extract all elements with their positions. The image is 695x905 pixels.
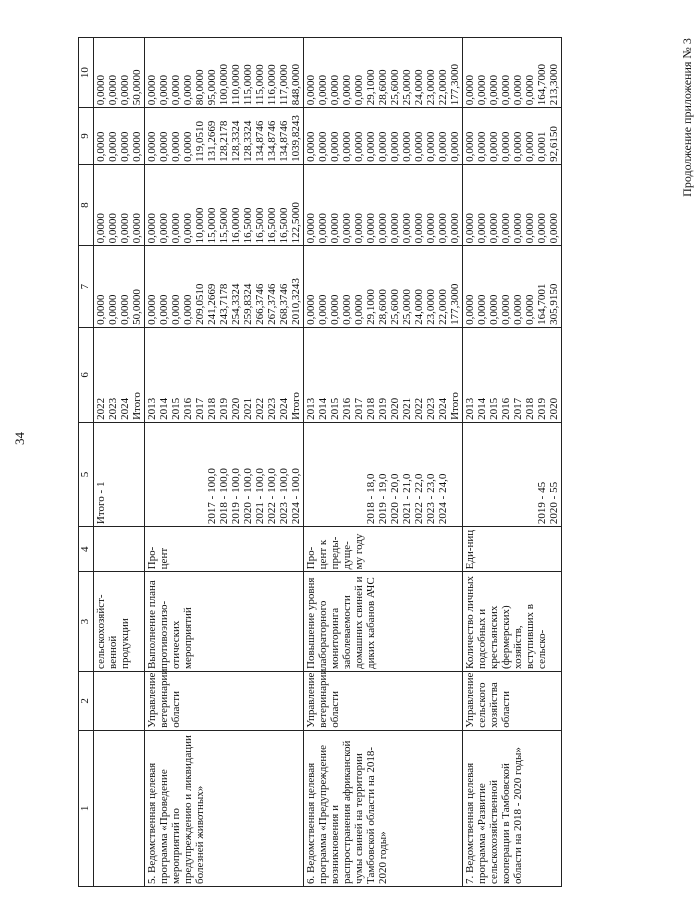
cont-years: 2022 2023 2024 Итого [94, 327, 145, 422]
col-header-7: 7 [79, 246, 94, 328]
program-cell [145, 730, 304, 886]
col-10-values: 0,0000 0,0000 0,0000 0,0000 0,0000 0,0000 164,7000 213,3000 [463, 38, 562, 108]
indicator-cell: Количество личных подсобных и крестьянских (фермерских) хозяйств, вступивших в сельско- [463, 572, 562, 672]
col-9-values: 0,0000 0,0000 0,0000 0,0000 119,0510 131,2669 128,2178 128,3324 128,3324 134,8746 134,8746 134,8746 1039,8243 [145, 108, 304, 165]
cont-cell-4 [94, 527, 145, 572]
col-header-8: 8 [79, 164, 94, 246]
program-cell [304, 730, 463, 886]
col-9-values: 0,0000 0,0000 0,0000 0,0000 0,0000 0,0000 0,0001 92,6150 [463, 108, 562, 165]
unit-cell: Про-цент [145, 527, 304, 572]
header-row [79, 38, 94, 887]
cont-col-8: 0,0000 0,0000 0,0000 0,0000 [94, 164, 145, 246]
unit-cell: Еди-ниц [463, 527, 562, 572]
col-header-10: 10 [79, 38, 94, 108]
col-9-values: 0,0000 0,0000 0,0000 0,0000 0,0000 0,0000 0,0000 0,0000 0,0000 0,0000 0,0000 0,0000 0,0000 [304, 108, 463, 165]
col-header-5: 5 [79, 422, 94, 526]
cont-cell-2 [94, 671, 145, 730]
col-header-6: 6 [79, 327, 94, 422]
indicator-cell: Выполнение плана противоэпизо-отических мероприятий [145, 572, 304, 672]
program-cell [463, 730, 562, 886]
years-cell: 2013 2014 2015 2016 2017 2018 2019 2020 [463, 327, 562, 422]
cont-cell-5: Итого - 1 [94, 422, 145, 526]
rotated-table-wrapper [78, 37, 633, 887]
program-name: Ведомственная целевая программа «Предупреждение возникновения и распространения африканской чумы свиней на территории Тамбовской области на 2018- 2020 годы» [305, 740, 389, 884]
target-values: 2019 - 45 2020 - 55 [463, 422, 562, 526]
cont-cell-3: сельскохозяйст- венной продукции [94, 572, 145, 672]
cont-cell-1 [94, 730, 145, 886]
col-header-3: 3 [79, 572, 94, 672]
col-10-values: 0,0000 0,0000 0,0000 0,0000 0,0000 29,1000 28,6000 25,6000 25,0000 24,0000 23,0000 22,0000 177,3000 [304, 38, 463, 108]
executor-cell: Управление сельского хозяйства области [463, 671, 562, 730]
executor-cell: Управление ветеринарии области [145, 671, 304, 730]
cont-col-9: 0,0000 0,0000 0,0000 0,0000 [94, 108, 145, 165]
col-header-2: 2 [79, 671, 94, 730]
executor-cell: Управление ветеринарии области [304, 671, 463, 730]
table-row [145, 38, 304, 887]
col-8-values: 0,0000 0,0000 0,0000 0,0000 10,0000 15,0000 15,5000 16,0000 16,5000 16,5000 16,5000 16,5000 122,5000 [145, 164, 304, 246]
col-7-values: 0,0000 0,0000 0,0000 0,0000 209,0510 241,2669 243,7178 254,3324 259,8324 266,3746 267,3746 268,3746 2010,3243 [145, 246, 304, 328]
target-values: 2017 - 100,0 2018 - 100,0 2019 - 100,0 2020 - 100,0 2021 - 100,0 2022 - 100,0 2023 - 100,0 2024 - 100,0 [145, 422, 304, 526]
cont-col-10: 0,0000 0,0000 0,0000 50,0000 [94, 38, 145, 108]
cont-col-7: 0,0000 0,0000 0,0000 50,0000 [94, 246, 145, 328]
col-8-values: 0,0000 0,0000 0,0000 0,0000 0,0000 0,0000 0,0000 0,0000 0,0000 0,0000 0,0000 0,0000 0,0000 [304, 164, 463, 246]
years-cell: 2013 2014 2015 2016 2017 2018 2019 2020 2021 2022 2023 2024 Итого [145, 327, 304, 422]
col-7-values: 0,0000 0,0000 0,0000 0,0000 0,0000 29,1000 28,6000 25,6000 25,0000 24,0000 23,0000 22,0000 177,3000 [304, 246, 463, 328]
years-cell: 2013 2014 2015 2016 2017 2018 2019 2020 2021 2022 2023 2024 Итого [304, 327, 463, 422]
col-8-values: 0,0000 0,0000 0,0000 0,0000 0,0000 0,0000 0,0000 0,0000 [463, 164, 562, 246]
table-row [463, 38, 562, 887]
program-name: Ведомственная целевая программа «Проведение мероприятий по предупреждению и ликвидации болезней животных» [146, 735, 206, 884]
program-table [78, 37, 562, 887]
unit-cell: Про-цент к преды-дуще-му году [304, 527, 463, 572]
continuation-row [94, 38, 145, 887]
col-header-4: 4 [79, 527, 94, 572]
col-header-9: 9 [79, 108, 94, 165]
program-name: Ведомственная целевая программа «Развитие сельскохозяйственной кооперации в Тамбовской области на 2018 - 2020 годы» [464, 747, 524, 884]
row-number: 5. [146, 875, 158, 884]
continuation-title: Продолжение приложения № 3 [679, 38, 694, 197]
col-7-values: 0,0000 0,0000 0,0000 0,0000 0,0000 0,0000 164,7001 305,9150 [463, 246, 562, 328]
page-number: 34 [12, 432, 27, 445]
row-number: 7. [464, 875, 476, 884]
target-values: 2018 - 18,0 2019 - 19,0 2020 - 20,0 2021 - 21,0 2022 - 22,0 2023 - 23,0 2024 - 24,0 [304, 422, 463, 526]
table-row [304, 38, 463, 887]
indicator-cell: Повышение уровня лабораторного мониторинга заболеваемости домашних свиней и диких кабанов АЧС [304, 572, 463, 672]
col-header-1: 1 [79, 730, 94, 886]
col-10-values: 0,0000 0,0000 0,0000 0,0000 80,0000 95,0000 100,0000 110,0000 115,0000 115,0000 116,0000 117,0000 848,0000 [145, 38, 304, 108]
row-number: 6. [305, 875, 317, 884]
